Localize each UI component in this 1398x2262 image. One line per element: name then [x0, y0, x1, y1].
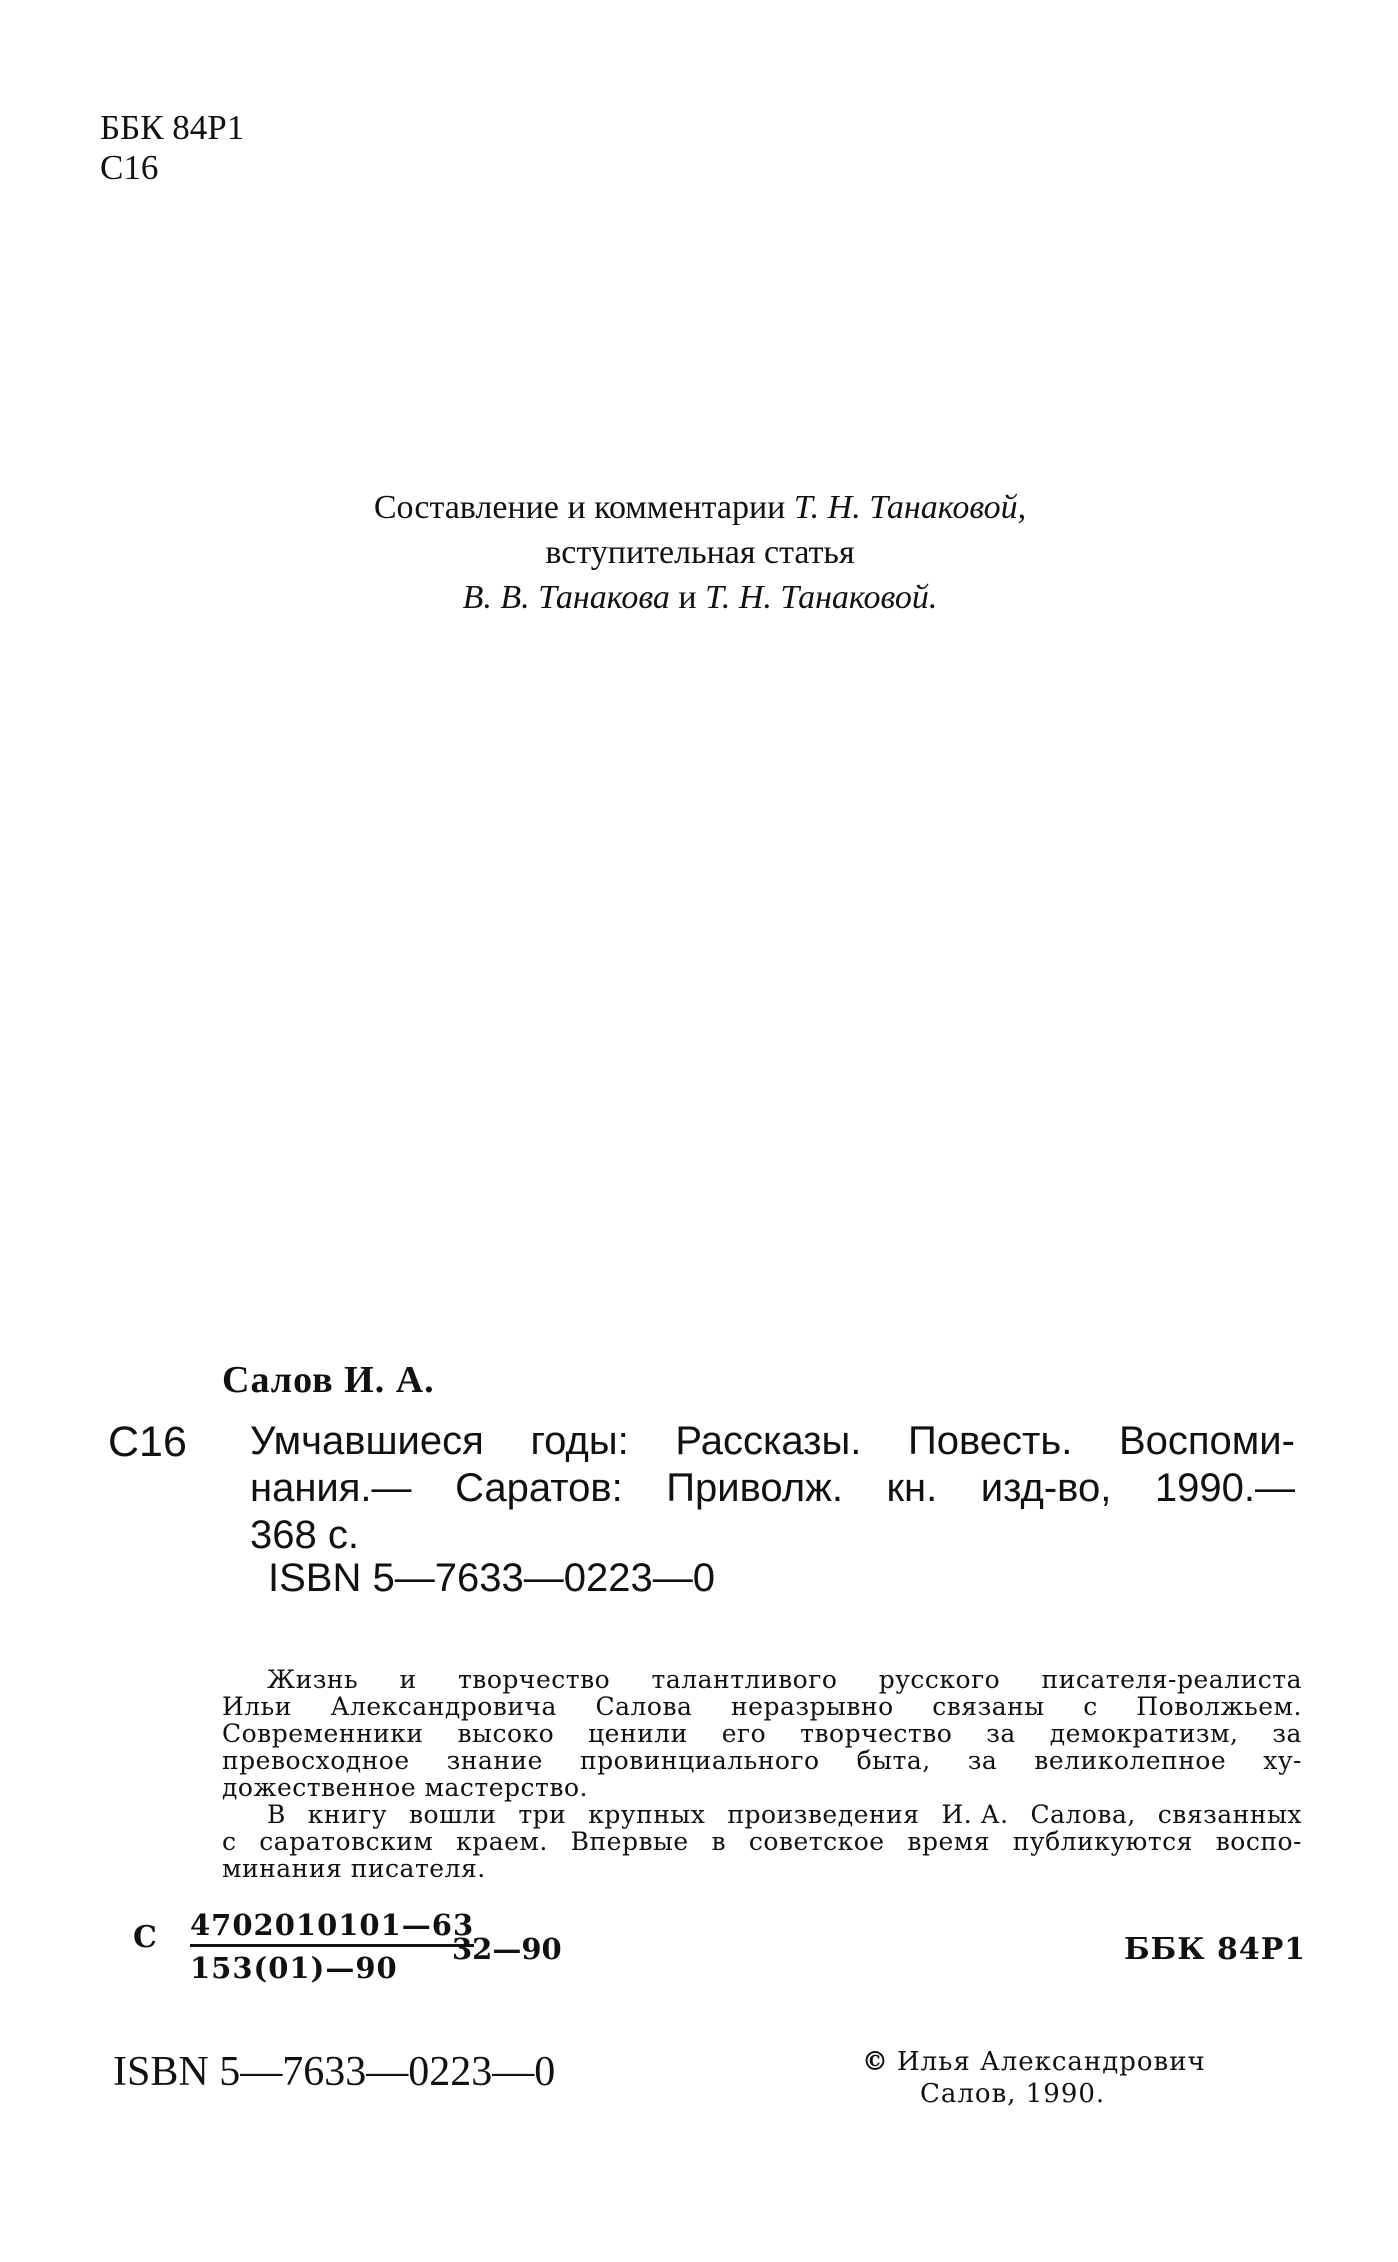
- annotation-line: [222, 1801, 1302, 1828]
- catalog-word: нания.—: [250, 1466, 412, 1510]
- catalog-word: 1990.—: [1154, 1466, 1295, 1510]
- catalog-word: Умчавшиеся: [250, 1419, 484, 1463]
- annotation-word: связанных: [1157, 1800, 1302, 1829]
- annotation-line: [222, 1666, 1302, 1693]
- annotation-word: три: [518, 1800, 567, 1829]
- annotation-word: краем.: [456, 1827, 548, 1856]
- annotation-word: вошли: [408, 1800, 497, 1829]
- annotation-word: его: [721, 1719, 767, 1748]
- catalog-word: Воспоми-: [1118, 1419, 1295, 1463]
- index-denominator: 153(01)—90: [190, 1951, 398, 1985]
- annotation-line: [222, 1855, 1302, 1882]
- annotation-word: саратовским: [259, 1827, 434, 1856]
- annotation-word: Жизнь: [267, 1665, 359, 1694]
- copyright-icon: ©: [862, 2047, 889, 2077]
- index-letter: С: [133, 1920, 157, 1955]
- annotation-word: творчество: [800, 1719, 953, 1748]
- intro-author-1: В. В. Танакова: [462, 579, 670, 616]
- annotation-word: связаны: [932, 1692, 1045, 1721]
- annotation-line: [222, 1774, 1302, 1801]
- annotation-word: Александровича: [330, 1692, 557, 1721]
- credits-block: [200, 485, 1200, 620]
- copyright-block: [862, 2046, 1206, 2110]
- catalog-description: [250, 1418, 1300, 1559]
- annotation-word: крупных: [588, 1800, 706, 1829]
- annotation-word: И. А.: [941, 1800, 1009, 1829]
- copyright-year: Салов, 1990.: [920, 2079, 1106, 2109]
- catalog-word: кн.: [886, 1466, 938, 1510]
- index-numerator: 4702010101—63: [190, 1908, 474, 1947]
- annotation-line: [222, 1720, 1302, 1747]
- author-mark-code: С16: [100, 148, 159, 187]
- annotation-word: дожественное мастерство.: [222, 1773, 588, 1802]
- annotation-word: советское: [748, 1827, 885, 1856]
- catalog-word: Рассказы.: [675, 1419, 862, 1463]
- isbn-bottom: ISBN 5—7633—0223—0: [113, 2049, 556, 2095]
- annotation-word: русского: [878, 1665, 1001, 1694]
- catalog-author: Салов И. А.: [222, 1359, 435, 1401]
- catalog-line-2: [250, 1465, 1295, 1512]
- intro-and: и: [678, 579, 697, 616]
- annotation-line: [222, 1693, 1302, 1720]
- annotation-word: писателя-реалиста: [1041, 1665, 1302, 1694]
- compiler-name: Т. Н. Танаковой,: [793, 489, 1027, 526]
- annotation-word: Салова,: [1030, 1800, 1136, 1829]
- annotation-word: в: [711, 1827, 727, 1856]
- annotation-word: воспо-: [1215, 1827, 1302, 1856]
- annotation-word: за: [967, 1746, 998, 1775]
- catalog-word: годы:: [530, 1419, 629, 1463]
- intro-author-2: Т. Н. Танаковой.: [705, 579, 938, 616]
- annotation-word: великолепное: [1034, 1746, 1227, 1775]
- annotation-word: высоко: [457, 1719, 555, 1748]
- annotation-word: с: [1083, 1692, 1098, 1721]
- annotation-word: знание: [446, 1746, 543, 1775]
- annotation-word: превосходное: [222, 1746, 410, 1775]
- annotation-word: Поволжьем.: [1136, 1692, 1302, 1721]
- copyright-holder: Илья Александрович: [897, 2047, 1206, 2077]
- annotation-word: быта,: [856, 1746, 931, 1775]
- annotation-word: Салова: [595, 1692, 693, 1721]
- bbk-code: ББК 84Р1: [100, 108, 245, 147]
- catalog-word: Повесть.: [907, 1419, 1073, 1463]
- annotation-line: [222, 1828, 1302, 1855]
- annotation-word: Современники: [222, 1719, 424, 1748]
- annotation-word: время: [907, 1827, 990, 1856]
- annotation-word: за: [986, 1719, 1016, 1748]
- bbk-code-bottom: ББК 84Р1: [1124, 1932, 1307, 1967]
- index-suffix: 32—90: [452, 1932, 562, 1966]
- compiler-label: Составление и комментарии: [373, 489, 786, 526]
- annotation-word: Впервые: [570, 1827, 689, 1856]
- credits-line-1: [200, 485, 1200, 530]
- catalog-line-1: [250, 1418, 1295, 1465]
- annotation-word: произведения: [727, 1800, 920, 1829]
- annotation-word: с: [222, 1827, 237, 1856]
- annotation-word: В: [267, 1800, 286, 1829]
- annotation-word: публикуются: [1012, 1827, 1193, 1856]
- catalog-word: Приволж.: [666, 1466, 843, 1510]
- annotation-line: [222, 1747, 1302, 1774]
- annotation-word: творчество: [457, 1665, 611, 1694]
- annotation-word: провинциального: [579, 1746, 820, 1775]
- catalog-word: Саратов:: [455, 1466, 623, 1510]
- credits-line-2: вступительная статья: [545, 534, 855, 571]
- annotation-word: неразрывно: [730, 1692, 894, 1721]
- annotation-word: книгу: [307, 1800, 388, 1829]
- annotation: [222, 1666, 1302, 1882]
- catalog-pages: 368 с.: [250, 1513, 359, 1557]
- classification-block: [100, 108, 244, 188]
- annotation-word: талантливого: [651, 1665, 838, 1694]
- index-fraction: [190, 1908, 474, 1985]
- catalog-word: изд-во,: [980, 1466, 1112, 1510]
- catalog-code: С16: [108, 1418, 187, 1466]
- credits-line-3: [200, 575, 1200, 620]
- annotation-word: ху-: [1263, 1746, 1302, 1775]
- annotation-word: Ильи: [222, 1692, 292, 1721]
- annotation-word: минания писателя.: [222, 1854, 486, 1883]
- catalog-isbn: ISBN 5—7633—0223—0: [268, 1556, 715, 1600]
- annotation-word: ценили: [588, 1719, 688, 1748]
- annotation-word: за: [1272, 1719, 1302, 1748]
- annotation-word: демократизм,: [1049, 1719, 1239, 1748]
- annotation-word: и: [399, 1665, 417, 1694]
